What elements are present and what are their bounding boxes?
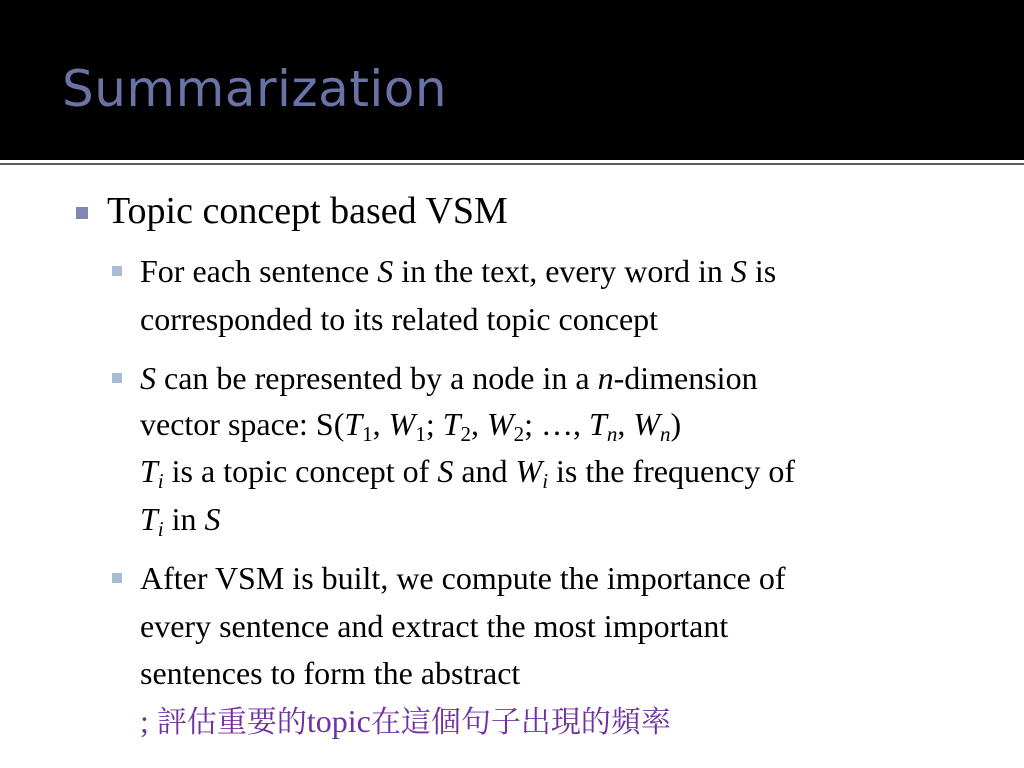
- sub-bullet-3-line-1: After VSM is built, we compute the importance of: [140, 560, 786, 596]
- text: ,: [372, 406, 389, 442]
- var-w: W: [515, 453, 543, 489]
- var-t: T: [344, 406, 363, 442]
- subscript: 2: [513, 422, 525, 446]
- subscript: 1: [415, 422, 426, 446]
- annotation-zh-1: 評估重要的: [156, 705, 307, 740]
- text: ,: [471, 406, 487, 442]
- sub-bullet-square-icon: [112, 266, 122, 276]
- sub-bullet-3-line-2: every sentence and extract the most important: [140, 608, 729, 644]
- sub-bullet-1-line-2: corresponded to its related topic concept: [140, 301, 659, 337]
- slide-title: Summarization: [62, 60, 448, 118]
- text: and: [453, 453, 516, 489]
- sub-bullet-2-line-4: [140, 499, 221, 539]
- annotation-topic: topic: [306, 703, 371, 739]
- sub-bullet-2-line-1: [140, 358, 758, 398]
- text: For each sentence: [140, 253, 378, 289]
- sub-bullet-2-line-3: [140, 451, 795, 491]
- subscript: n: [660, 422, 671, 446]
- sub-bullet-1-line-1: [140, 251, 776, 291]
- var-s: S: [437, 453, 454, 489]
- sub-bullet-square-icon: [112, 373, 122, 383]
- var-t: T: [442, 406, 461, 442]
- subscript: i: [542, 469, 549, 493]
- text: ; …,: [524, 406, 590, 442]
- var-s: S: [204, 501, 221, 537]
- var-s: S: [730, 253, 747, 289]
- bullet-square-icon: [76, 207, 88, 219]
- text: in: [163, 501, 205, 537]
- var-s: S: [140, 360, 156, 396]
- text: can be represented by a node in a: [156, 360, 598, 396]
- var-t: T: [140, 501, 158, 537]
- sub-bullet-2-line-2: [140, 404, 681, 444]
- bullet-topic-concept-vsm: Topic concept based VSM: [107, 190, 508, 232]
- text: is a topic concept of: [163, 453, 438, 489]
- text: -dimension: [613, 360, 758, 396]
- sub-bullet-3-line-3: sentences to form the abstract: [140, 655, 521, 691]
- sub-bullet-square-icon: [112, 573, 122, 583]
- text: is: [746, 253, 777, 289]
- text: vector space: S(: [140, 406, 345, 442]
- subscript: n: [606, 422, 618, 446]
- subscript: i: [157, 517, 164, 541]
- text: ,: [617, 406, 634, 442]
- text: ): [670, 406, 682, 442]
- var-w: W: [388, 406, 416, 442]
- var-t: T: [140, 453, 158, 489]
- subscript: i: [157, 469, 164, 493]
- annotation-prefix: ;: [140, 703, 157, 739]
- var-t: T: [589, 406, 607, 442]
- text: ;: [425, 406, 443, 442]
- var-n: n: [597, 360, 614, 396]
- var-w: W: [633, 406, 660, 442]
- subscript: 2: [460, 422, 471, 446]
- text: is the frequency of: [548, 453, 796, 489]
- annotation-zh-2: 在這個句子出現的頻率: [370, 705, 671, 740]
- var-w: W: [487, 406, 514, 442]
- var-s: S: [377, 253, 394, 289]
- chinese-annotation: [140, 701, 671, 743]
- text: in the text, every word in: [393, 253, 731, 289]
- subscript: 1: [362, 422, 373, 446]
